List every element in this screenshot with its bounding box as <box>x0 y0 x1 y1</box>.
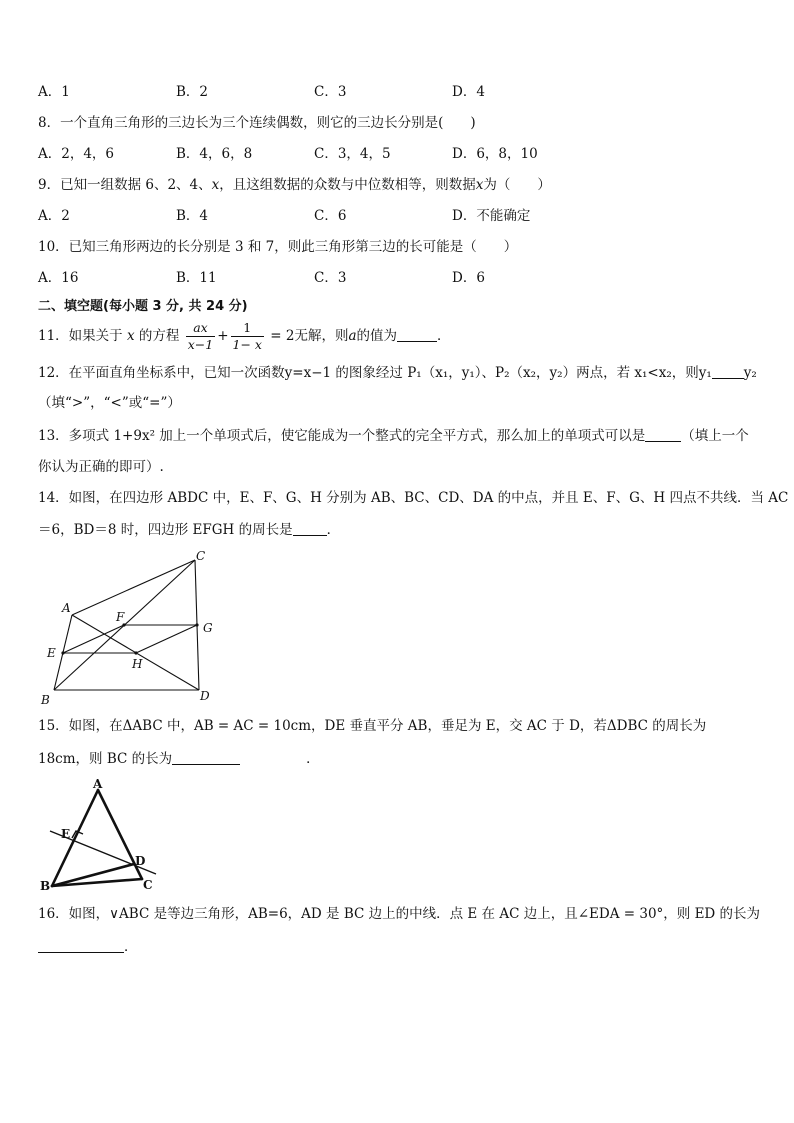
q15-label-e: E <box>61 827 71 841</box>
q13-answer-blank[interactable] <box>645 427 681 442</box>
q9-stem <box>38 175 551 195</box>
q14-segment-ef <box>63 625 124 653</box>
q11-equals: = 2 <box>270 328 295 344</box>
q14-label-c: C <box>196 549 206 563</box>
q12-tail: y₂ <box>743 365 757 381</box>
q16-period: ． <box>124 939 138 955</box>
q14-label-a: A <box>62 601 71 615</box>
q7-option-a: A．1 <box>38 84 70 100</box>
q15-text: 18cm，则 BC 的长为 <box>38 751 173 767</box>
q11-frac1-denominator: x−1 <box>187 337 214 352</box>
q14-label-e: E <box>47 646 56 660</box>
q14-point-e <box>61 651 64 654</box>
q9-stem-c: 为（ ） <box>483 177 551 193</box>
q11-text-b: 的方程 <box>138 328 180 344</box>
q9-stem-b: ，且这组数据的众数与中位数相等，则数据 <box>219 177 476 193</box>
q15-period: ． <box>306 751 320 767</box>
q8-option-d: D．6，8，10 <box>452 146 538 162</box>
q10-option-d: D．6 <box>452 270 485 286</box>
q15-line-1: 15．如图，在ΔABC 中，AB = AC = 10cm，DE 垂直平分 AB，垂足为 E，交 AC 于 D，若ΔDBC 的周长为 <box>38 718 707 734</box>
q11-frac2-numerator: 1 <box>231 320 264 337</box>
q15-label-b: B <box>40 879 51 893</box>
q14-point-h <box>134 651 137 654</box>
q10-stem: 10．已知三角形两边的长分别是 3 和 7，则此三角形第三边的长可能是（ ） <box>38 239 518 255</box>
q14-text: ＝6，BD＝8 时，四边形 EFGH 的周长是 <box>38 522 293 538</box>
q11-frac2-denominator: 1− x <box>232 337 262 352</box>
q11-fraction-2 <box>231 320 264 353</box>
q12-answer-blank[interactable] <box>712 364 744 379</box>
q13-text: 13．多项式 1+9x² 加上一个单项式后，使它能成为一个整式的完全平方式，那么加上的单项式可以是 <box>38 428 646 444</box>
q16-line-2 <box>38 937 138 957</box>
q14-label-f: F <box>116 610 125 624</box>
q7-option-b: B．2 <box>176 84 209 100</box>
q9-var-1: x <box>211 177 220 193</box>
q11-text-e: ． <box>437 328 451 344</box>
q11-frac1-numerator: ax <box>186 320 215 337</box>
q10-option-b: B．11 <box>176 270 217 286</box>
q14-answer-blank[interactable] <box>293 521 327 536</box>
q11-var-a: a <box>348 328 357 344</box>
q14-line-2 <box>38 520 340 540</box>
q9-option-a: A．2 <box>38 208 70 224</box>
q15-label-c: C <box>143 878 153 892</box>
q11-var-x: x <box>126 328 135 344</box>
q16-answer-blank[interactable] <box>38 938 124 953</box>
q10-option-c: C．3 <box>314 270 347 286</box>
q14-point-g <box>195 623 198 626</box>
q8-option-c: C．3，4，5 <box>314 146 391 162</box>
q9-option-b: B．4 <box>176 208 209 224</box>
q13-line-2: 你认为正确的即可）. <box>38 459 164 475</box>
q9-var-2: x <box>475 177 484 193</box>
q14-label-h: H <box>132 657 143 671</box>
q9-option-c: C．6 <box>314 208 347 224</box>
q13-tail: （填上一个 <box>681 428 749 444</box>
q10-option-a: A．16 <box>38 270 79 286</box>
q14-label-b: B <box>41 693 50 707</box>
q12-text: 12．在平面直角坐标系中，已知一次函数y=x−1 的图象经过 P₁（x₁，y₁）、P₂（x₂，y₂）两点，若 x₁<x₂，则y₁ <box>38 365 712 381</box>
q7-option-d: D．4 <box>452 84 485 100</box>
q14-label-d: D <box>200 689 210 703</box>
q11-stem <box>38 318 451 354</box>
q12-line-1 <box>38 363 757 383</box>
q8-stem: 8．一个直角三角形的三边长为三个连续偶数，则它的三边长分别是( ) <box>38 115 476 131</box>
q15-line-2 <box>38 749 320 769</box>
q15-segment-ab <box>52 790 98 886</box>
q11-answer-blank[interactable] <box>397 327 437 342</box>
q12-line-2: （填“>”，“<”或“=”） <box>38 395 181 411</box>
q14-label-g: G <box>203 621 213 635</box>
q11-text-a: 11．如果关于 <box>38 328 123 344</box>
q14-segment-gh <box>136 625 197 653</box>
q15-label-a: A <box>93 777 103 791</box>
q9-stem-a: 9．已知一组数据 6、2、4、 <box>38 177 212 193</box>
q16-line-1: 16．如图，∨ABC 是等边三角形，AB=6，AD 是 BC 边上的中线．点 E 在 AC 边上，且∠EDA = 30°，则 ED 的长为 <box>38 906 761 922</box>
q14-line-1: 14．如图，在四边形 ABDC 中，E、F、G、H 分别为 AB、BC、CD、DA 的中点，并且 E、F、G、H 四点不共线．当 AC <box>38 490 789 506</box>
q13-line-1 <box>38 426 749 446</box>
q15-label-d: D <box>135 854 146 868</box>
q8-option-a: A．2，4，6 <box>38 146 115 162</box>
q7-option-c: C．3 <box>314 84 347 100</box>
q11-text-c: 无解，则 <box>294 328 349 344</box>
q11-text-d: 的值为 <box>356 328 398 344</box>
q11-fraction-1 <box>186 320 215 353</box>
section-2-title: 二、填空题(每小题 3 分, 共 24 分) <box>38 299 248 314</box>
q15-figure <box>36 776 166 894</box>
q14-segment-ac <box>72 560 195 615</box>
q9-option-d: D．不能确定 <box>452 208 531 224</box>
q15-answer-blank[interactable] <box>172 750 240 765</box>
q11-plus: + <box>217 328 229 344</box>
q8-option-b: B．4，6，8 <box>176 146 253 162</box>
q14-figure <box>36 548 226 708</box>
q14-period: ． <box>326 522 341 538</box>
